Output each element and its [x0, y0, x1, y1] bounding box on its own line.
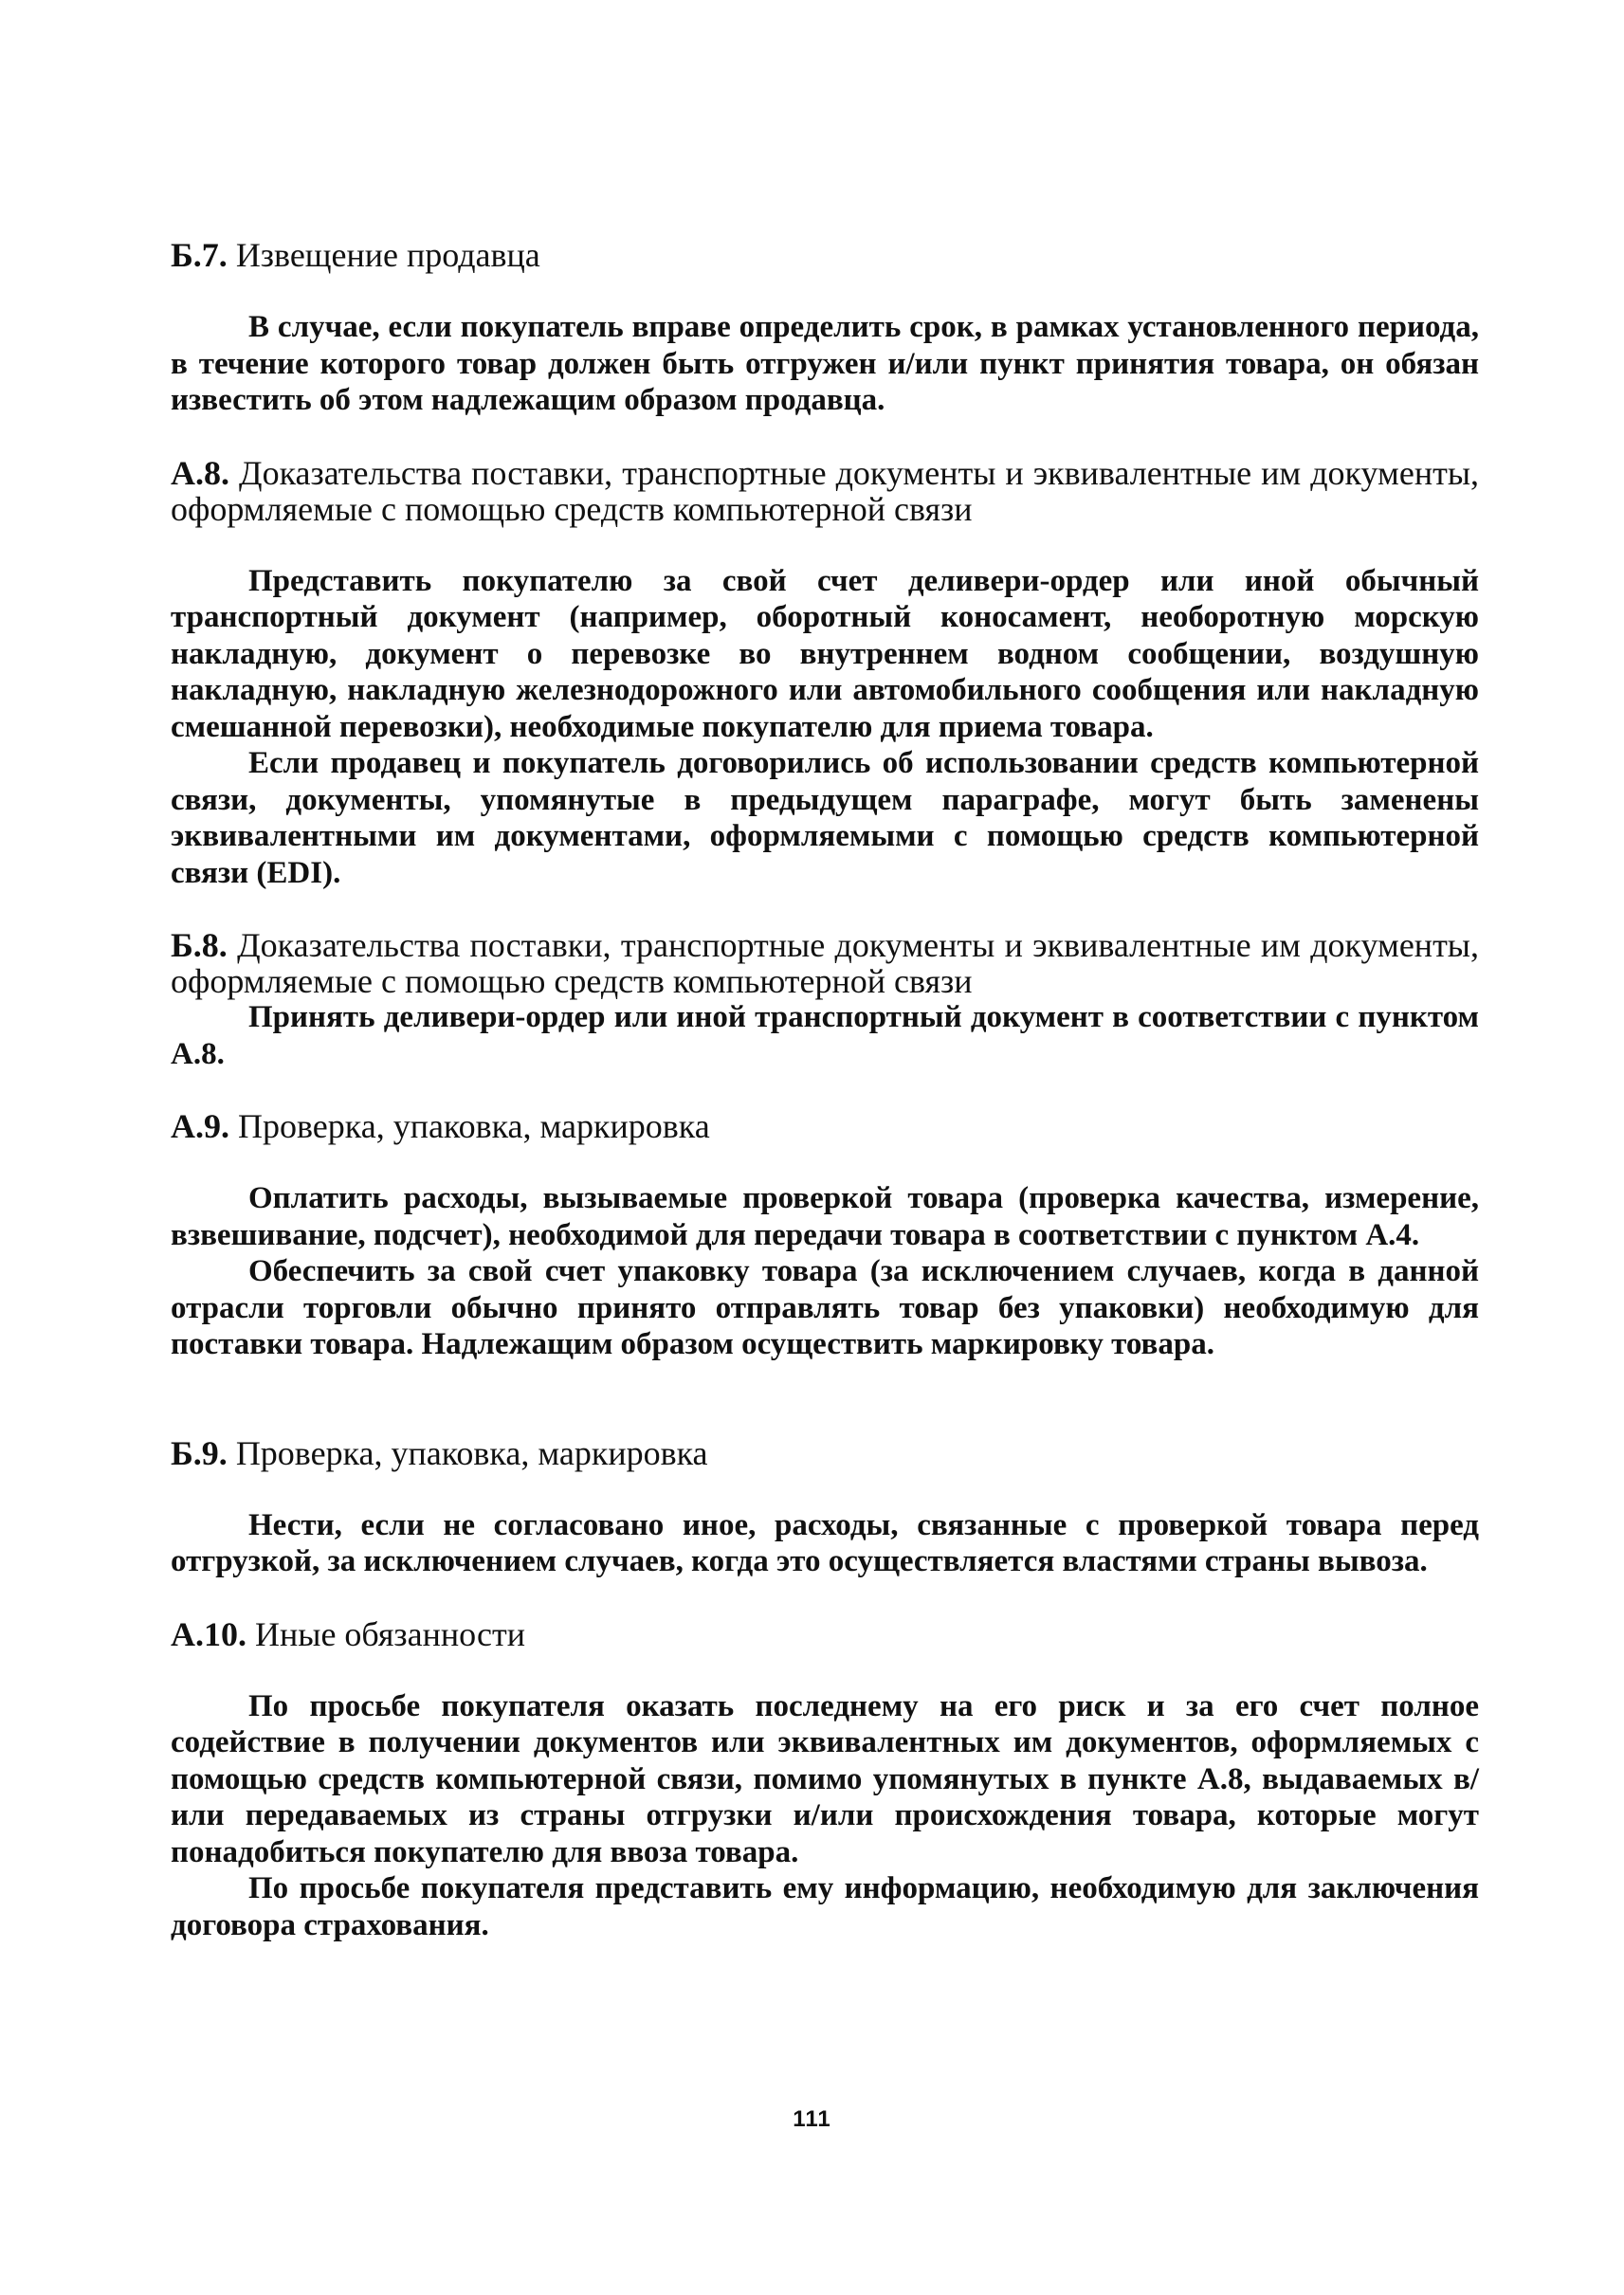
section-title: Извещение продавца	[235, 236, 540, 274]
section-heading-b9	[171, 1435, 1479, 1471]
section-heading-b8	[171, 927, 1479, 999]
section-number: Б.7.	[171, 236, 228, 274]
section-heading-a10	[171, 1616, 1479, 1652]
page-number: 111	[793, 2106, 831, 2132]
section-title: Доказательства поставки, транспортные документы и эквивалентные им документы, оформляемые с помощью средств компьютерной связи	[171, 926, 1479, 1000]
section-heading-a8	[171, 455, 1479, 527]
section-number: Б.8.	[171, 926, 228, 964]
paragraph: Нести, если не согласовано иное, расходы, связанные с проверкой товара перед отгрузкой, за исключением случаев, когда это осуществляется властями страны вывоза.	[171, 1507, 1479, 1578]
section-number: Б.9.	[171, 1433, 228, 1472]
paragraph: По просьбе покупателя представить ему информацию, необходимую для заключения договора страхования.	[171, 1871, 1479, 1942]
paragraph: По просьбе покупателя оказать последнему на его риск и за его счет полное содействие в получении документов или эквивалентных им документов, оформляемых с помощью средств компьютерной связи, помимо упомянутых в пункте А.8, выдаваемых в/или передаваемых из страны отгрузки и/или происхождения товара, которые могут понадобиться покупателю для ввоза товара.	[171, 1688, 1479, 1869]
section-title: Проверка, упаковка, маркировка	[238, 1107, 710, 1145]
paragraph: Оплатить расходы, вызываемые проверкой товара (проверка качества, измерение, взвешивание, подсчет), необходимой для передачи товара в соответствии с пунктом А.4.	[171, 1181, 1479, 1252]
section-number: А.8.	[171, 453, 229, 492]
section-title: Иные обязанности	[255, 1614, 526, 1653]
paragraph: Если продавец и покупатель договорились об использовании средств компьютерной связи, документы, упомянутые в предыдущем параграфе, могут быть заменены эквивалентными им документами, оформляемыми с помощью средств компьютерной связи (EDI).	[171, 746, 1479, 890]
section-title: Доказательства поставки, транспортные документы и эквивалентные им документы, оформляемые с помощью средств компьютерной связи	[171, 453, 1479, 528]
section-heading-b7	[171, 237, 1479, 273]
paragraph: Принять деливери-ордер или иной транспортный документ в соответствии с пунктом А.8.	[171, 1000, 1479, 1071]
section-number: А.9.	[171, 1107, 229, 1145]
section-heading-a9	[171, 1108, 1479, 1144]
paragraph: Обеспечить за свой счет упаковку товара (за исключением случаев, когда в данной отрасли торговли обычно принято отправлять товар без упаковки) необходимую для поставки товара. Надлежащим образом осуществить маркировку товара.	[171, 1254, 1479, 1361]
section-number: А.10.	[171, 1614, 246, 1653]
section-title: Проверка, упаковка, маркировка	[235, 1433, 708, 1472]
document-page	[171, 237, 1479, 1943]
paragraph: Представить покупателю за свой счет деливери-ордер или иной обычный транспортный документ (например, оборотный коносамент, необоротную морскую накладную, документ о перевозке во внутреннем водном сообщении, воздушную накладную, накладную железнодорожного или автомобильного сообщения или накладную смешанной перевозки), необходимые покупателю для приема товара.	[171, 563, 1479, 744]
paragraph: В случае, если покупатель вправе определить срок, в рамках установленного периода, в течение которого товар должен быть отгружен и/или пункт принятия товара, он обязан известить об этом надлежащим образом продавца.	[171, 310, 1479, 417]
